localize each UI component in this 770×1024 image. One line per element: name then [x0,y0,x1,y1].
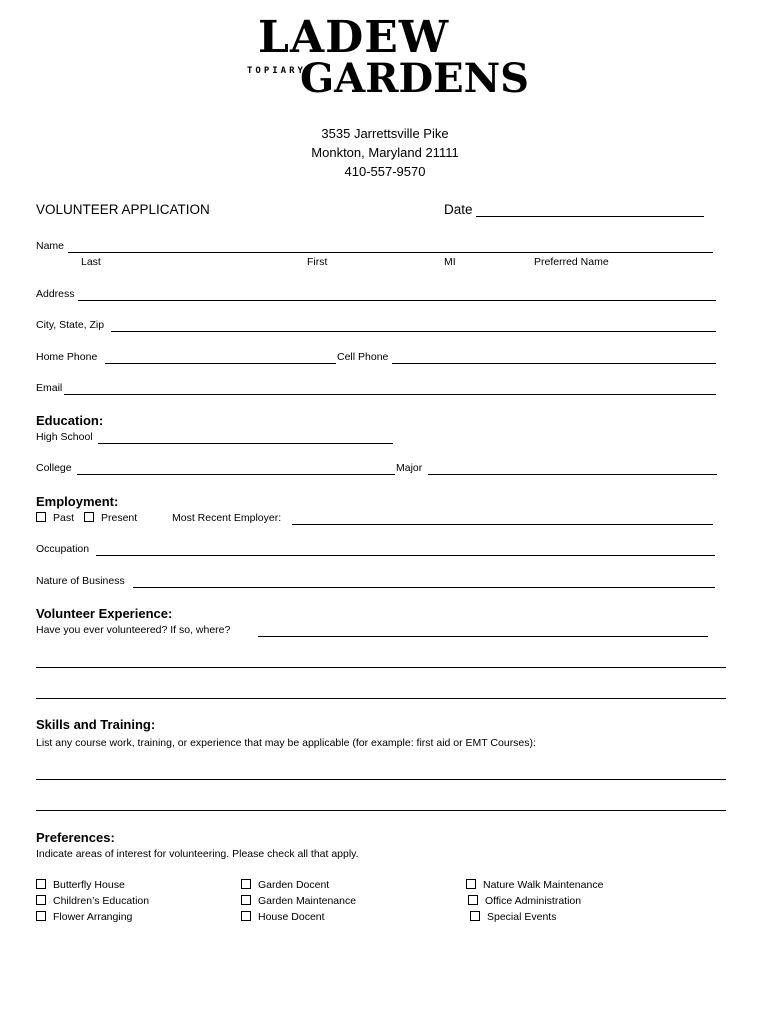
pref-flower-arranging[interactable] [36,911,132,923]
name-label: Name [36,240,65,252]
past-checkbox[interactable] [36,512,46,522]
cell-phone-field[interactable] [392,363,716,364]
name-field[interactable] [68,252,713,253]
home-phone-label: Home Phone [36,351,98,363]
skills-field-1[interactable] [36,779,726,780]
preferences-prompt: Indicate areas of interest for volunteering. Please check all that apply. [36,848,359,860]
city-field[interactable] [111,331,716,332]
page-title: VOLUNTEER APPLICATION [36,202,210,217]
address-label: Address [36,288,75,300]
college-field[interactable] [77,474,395,475]
occupation-label: Occupation [36,543,90,555]
city-label: City, State, Zip [36,319,105,331]
occupation-field[interactable] [96,555,715,556]
name-sub-mi: MI [444,256,456,268]
logo-gardens: GARDENS [300,55,530,102]
email-label: Email [36,382,63,394]
address-line2: Monkton, Maryland 21111 [311,145,459,160]
email-field[interactable] [64,394,716,395]
option-label: Garden Docent [258,879,330,891]
major-label: Major [396,462,423,474]
checkbox[interactable] [36,879,46,889]
option-label: Garden Maintenance [258,895,357,907]
option-label: House Docent [258,911,325,923]
high-school-field[interactable] [98,443,393,444]
skills-field-2[interactable] [36,810,726,811]
volunteer-heading: Volunteer Experience: [36,606,173,621]
address-line1: 3535 Jarrettsville Pike [321,126,449,141]
major-field[interactable] [428,474,717,475]
present-label: Present [101,512,138,524]
option-label: Butterfly House [53,879,125,891]
past-option[interactable] [36,512,74,524]
checkbox[interactable] [241,911,251,921]
preferences-heading: Preferences: [36,830,115,845]
date-field[interactable] [476,216,704,217]
option-label: Children’s Education [53,895,150,907]
nature-field[interactable] [133,587,715,588]
pref-childrens-education[interactable] [36,895,149,907]
name-sub-first: First [307,256,328,268]
employment-heading: Employment: [36,494,119,509]
checkbox[interactable] [468,895,478,905]
volunteer-field-3[interactable] [36,698,726,699]
option-label: Flower Arranging [53,911,133,923]
volunteer-field-1[interactable] [258,636,708,637]
volunteer-question: Have you ever volunteered? If so, where? [36,624,231,636]
past-label: Past [53,512,75,524]
option-label: Office Administration [485,895,582,907]
employer-label: Most Recent Employer: [172,512,282,524]
education-heading: Education: [36,413,104,428]
present-option[interactable] [84,512,137,524]
checkbox[interactable] [36,911,46,921]
checkbox[interactable] [470,911,480,921]
pref-nature-walk-maintenance[interactable] [466,879,603,891]
pref-house-docent[interactable] [241,911,325,923]
checkbox[interactable] [36,895,46,905]
logo-ladew: LADEW [258,12,450,63]
pref-butterfly-house[interactable] [36,879,125,891]
present-checkbox[interactable] [84,512,94,522]
checkbox[interactable] [241,879,251,889]
checkbox[interactable] [466,879,476,889]
checkbox[interactable] [241,895,251,905]
logo-topiary: TOPIARY [247,66,306,76]
pref-garden-docent[interactable] [241,879,329,891]
pref-special-events[interactable] [470,911,556,923]
pref-office-administration[interactable] [468,895,581,907]
address-phone: 410-557-9570 [344,164,426,179]
option-label: Nature Walk Maintenance [483,879,604,891]
college-label: College [36,462,72,474]
skills-prompt: List any course work, training, or experience that may be applicable (for example: first aid or EMT Courses): [36,737,536,749]
name-sub-preferred: Preferred Name [534,256,609,268]
high-school-label: High School [36,431,93,443]
option-label: Special Events [487,911,557,923]
address-field[interactable] [78,300,716,301]
name-sub-last: Last [81,256,101,268]
home-phone-field[interactable] [105,363,336,364]
nature-label: Nature of Business [36,575,125,587]
volunteer-field-2[interactable] [36,667,726,668]
pref-garden-maintenance[interactable] [241,895,356,907]
employer-field[interactable] [292,524,713,525]
cell-phone-label: Cell Phone [337,351,389,363]
date-label: Date [444,202,473,217]
skills-heading: Skills and Training: [36,717,156,732]
